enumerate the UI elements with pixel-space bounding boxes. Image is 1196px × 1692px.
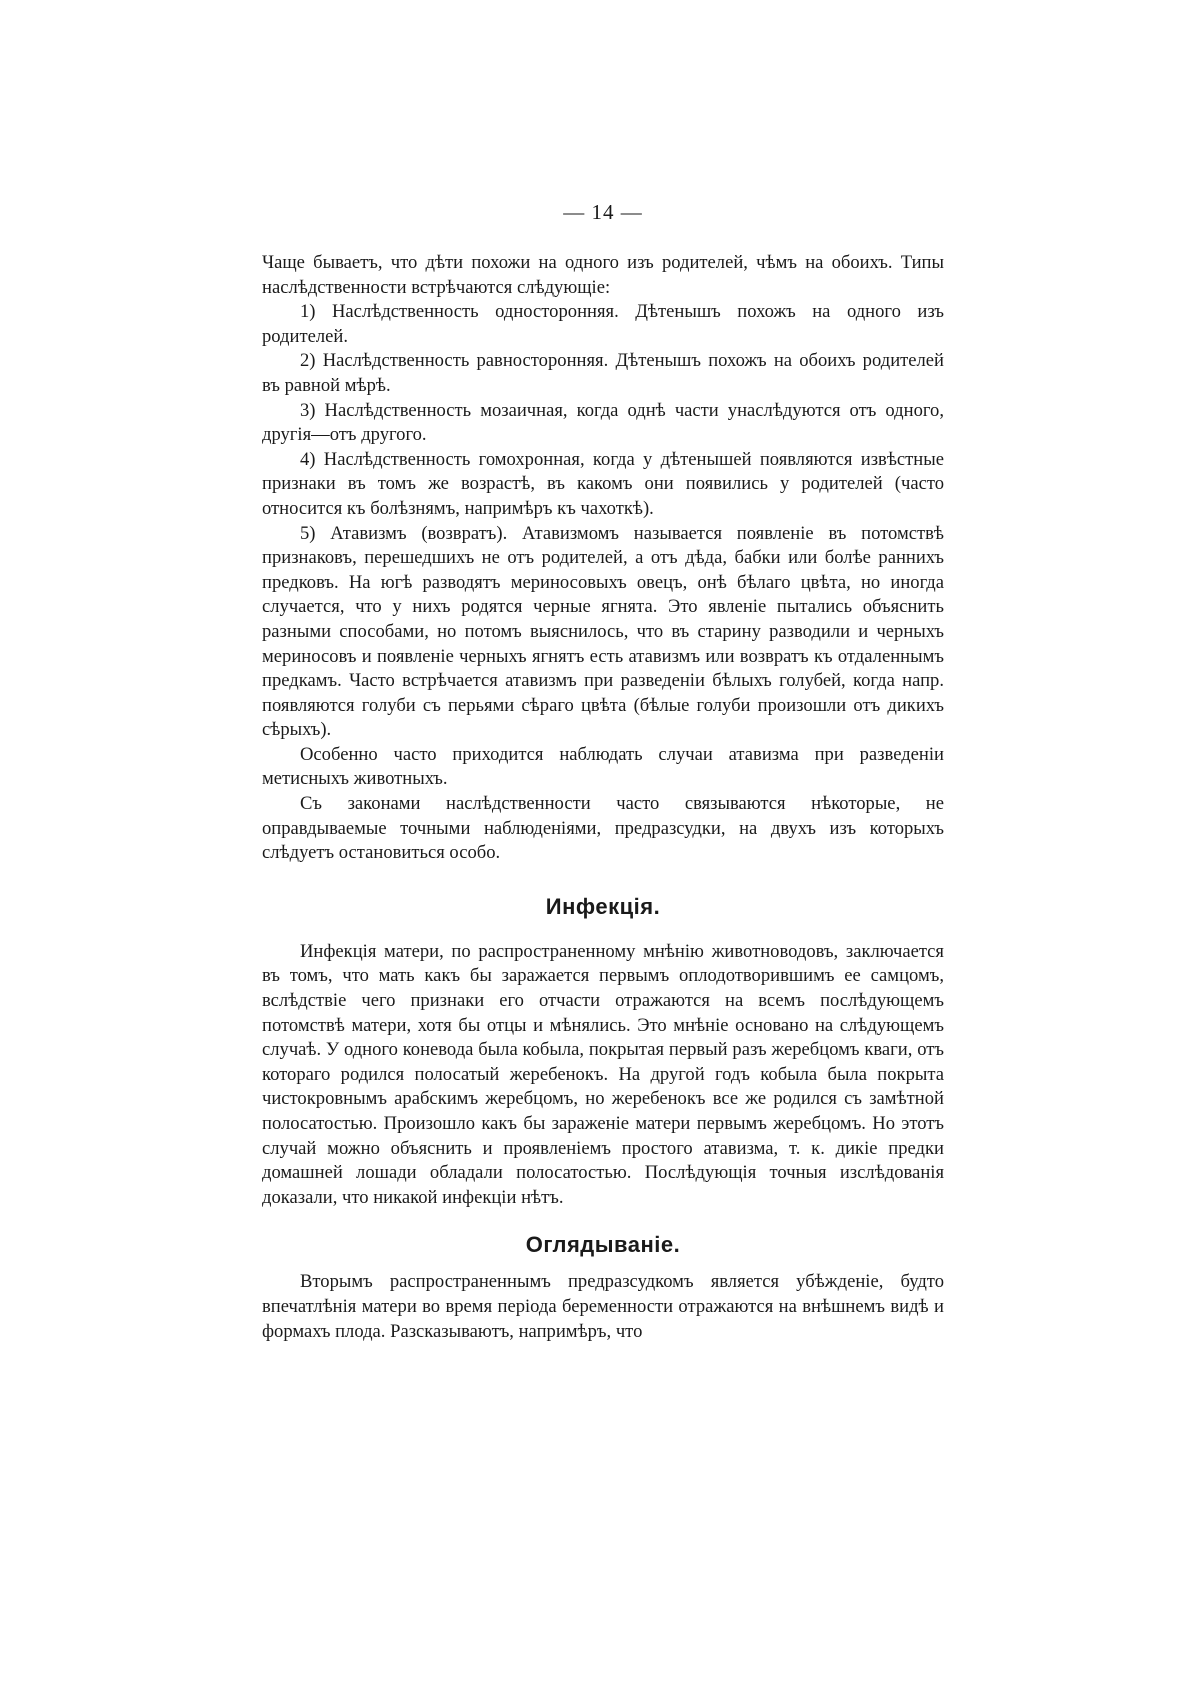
section-heading-infection: Инфекція. — [545, 893, 661, 919]
paragraph: Съ законами наслѣдственности часто связываются нѣкоторые, не оправдываемые точными наблюденіями, предразсудки, на двухъ изъ которыхъ слѣдуетъ остановиться особо. — [262, 793, 944, 864]
list-item-equal-heredity: 2) Наслѣдственность равносторонняя. Дѣтенышъ похожъ на обоихъ родителей въ равной мѣрѣ. — [262, 350, 944, 396]
paragraph: Чаще бываетъ, что дѣти похожи на одного изъ родителей, чѣмъ на обоихъ. Типы наслѣдственности встрѣчаются слѣдующіе: — [262, 252, 944, 298]
paragraph: Инфекція матери, по распространенному мнѣнію животноводовъ, заключается въ томъ, что мать какъ бы заражается первымъ оплодотворившимъ ее самцомъ, вслѣдствіе чего признаки его отчасти отражаются на всемъ послѣдующемъ потомствѣ матери, хотя бы отцы и мѣнялись. Это мнѣніе основано на слѣдующемъ случаѣ. У одного коневода была кобыла, покрытая первый разъ жеребцомъ кваги, отъ котораго родился полосатый жеребенокъ. На другой годъ кобыла была покрыта чистокровнымъ арабскимъ жеребцомъ, но жеребенокъ все же родился съ замѣтной полосатостью. Произошло какъ бы зараженіе матери первымъ жеребцомъ. Но этотъ случай можно объяснить и проявленіемъ простого атавизма, т. к. дикіе предки домашней лошади обладали полосатостью. Послѣдующія точныя изслѣдованія доказали, что никакой инфекціи нѣтъ. — [262, 940, 944, 1208]
page-number: — 14 — — [563, 200, 643, 224]
paragraph: Вторымъ распространеннымъ предразсудкомъ является убѣжденіе, будто впечатлѣнія матери во время періода беременности отражаются на внѣшнемъ видѣ и формахъ плода. Разсказываютъ, напримѣръ, что — [262, 1271, 944, 1342]
page — [262, 200, 944, 1344]
list-item-atavism: 5) Атавизмъ (возвратъ). Атавизмомъ называется появленіе въ потомствѣ признаковъ, перешедшихъ не отъ родителей, а отъ дѣда, бабки или болѣе раннихъ предковъ. На югѣ разводятъ мериносовыхъ овецъ, онѣ бѣлаго цвѣта, но иногда случается, что у нихъ родятся черные ягнята. Это явленіе пытались объяснить разными способами, но потомъ выяснилось, что въ старину разводили и черныхъ мериносовъ и появленіе черныхъ ягнятъ есть атавизмъ или возвратъ къ отдаленнымъ предкамъ. Часто встрѣчается атавизмъ при разведеніи бѣлыхъ голубей, когда напр. появляются голуби съ перьями сѣраго цвѣта (бѣлые голуби произошли отъ дикихъ сѣрыхъ). — [262, 522, 944, 741]
list-item-mosaic-heredity: 3) Наслѣдственность мозаичная, когда однѣ части унаслѣдуются отъ одного, другія—отъ другого. — [262, 399, 944, 446]
list-item-homochronous-heredity: 4) Наслѣдственность гомохронная, когда у дѣтенышей появляются извѣстные признаки въ томъ же возрастѣ, въ какомъ они появились у родителей (часто относится къ болѣзнямъ, напримѣръ къ чахоткѣ). — [262, 448, 944, 519]
list-item-one-sided-heredity: 1) Наслѣдственность односторонняя. Дѣтенышъ похожъ на одного изъ родителей. — [262, 301, 944, 347]
section-heading-gazing: Оглядываніе. — [525, 1232, 681, 1258]
intro-section — [262, 251, 944, 866]
paragraph: Особенно часто приходится наблюдать случаи атавизма при разведеніи метисныхъ животныхъ. — [262, 743, 944, 790]
